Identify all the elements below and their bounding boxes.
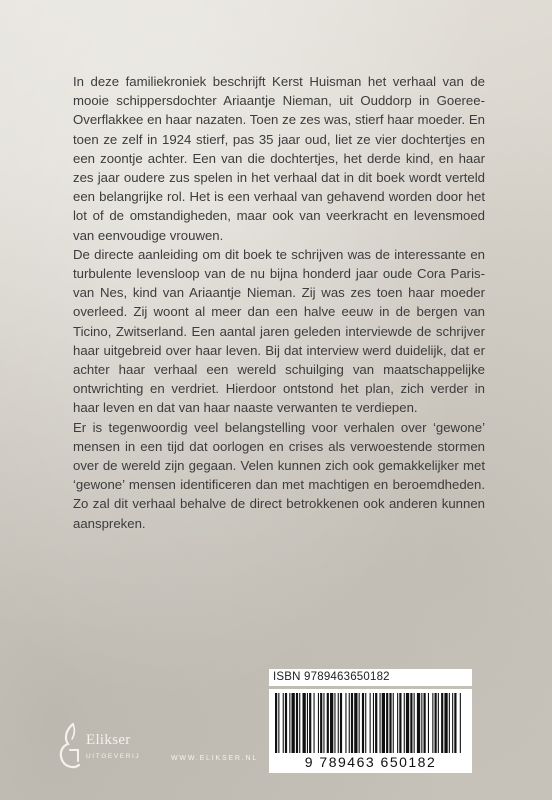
- isbn-label: ISBN 9789463650182: [269, 669, 472, 686]
- publisher-website: WWW.ELIKSER.NL: [171, 755, 259, 762]
- publisher-subtitle: UITGEVERIJ: [86, 753, 141, 760]
- blurb-text: [73, 72, 485, 533]
- blurb-paragraph-2: De directe aanleiding om dit boek te schrijven was de interessante en turbulente levensloop van de nu bijna honderd jaar oude Cora Paris-van Nes, kind van Ariaantje Nieman. Zij was zes toen haar moeder overleed. Zij woont al meer dan een halve eeuw in de bergen van Ticino, Zwitserland. Een aantal jaren geleden interviewde de schrijver haar uitgebreid over haar leven. Bij dat interview werd duidelijk, dat er achter haar verhaal een wereld schuilging van maatschappelijke ontwrichting en verdriet. Hierdoor ontstond het plan, zich verder in haar leven en dat van haar naaste verwanten te verdiepen.: [73, 246, 485, 416]
- barcode-bars: [273, 693, 468, 753]
- barcode-digits: 9 789463 650182: [304, 754, 437, 770]
- barcode: [269, 689, 472, 773]
- publisher-name: Elikser: [86, 732, 131, 748]
- quill-icon: [56, 720, 86, 775]
- blurb-paragraph-1: In deze familiekroniek beschrijft Kerst Huisman het verhaal van de mooie schippersdochter Ariaantje Nieman, uit Ouddorp in Goeree-Overflakkee en haar nazaten. Toen ze zes was, stierf haar moeder. En toen ze zelf in 1924 stierf, pas 35 jaar oud, liet ze vier dochtertjes en een zoontje achter. Een van die dochtertjes, het derde kind, en haar zes jaar oudere zus spelen in het verhaal dat in dit boek wordt verteld een belangrijke rol. Het is een verhaal van gehavend worden door het lot of de omstandigheden, maar ook van veerkracht en levensmoed van eenvoudige vrouwen.: [73, 74, 485, 243]
- isbn-barcode-block: [269, 669, 472, 773]
- blurb-paragraph-3: Er is tegenwoordig veel belangstelling voor verhalen over ‘gewone’ mensen in een tijd dat oorlogen en crises als verwoestende stormen over de wereld zijn gegaan. Velen kunnen zich ook gemakkelijker met ‘gewone’ mensen identificeren dan met machtigen en beroemdheden. Zo zal dit verhaal behalve de direct betrokkenen ook anderen kunnen aanspreken.: [73, 419, 485, 531]
- publisher-logo: [56, 720, 166, 775]
